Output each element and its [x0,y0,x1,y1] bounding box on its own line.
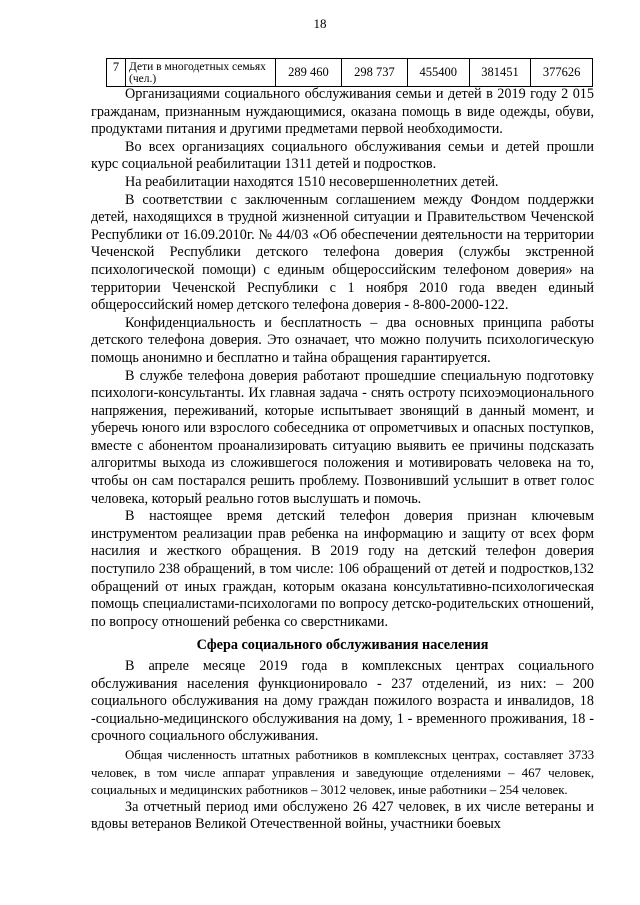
paragraph-hotline-calls: В настоящее время детский телефон доверия признан ключевым инструментом реализации прав ребенка на информацию и защиту от всех форм насилия и жесткого обращения. В 2019 году на детский телефон доверия поступило 238 обращений, в том числе: 106 обращений от детей и подростков,132 обращений от иных граждан, которым оказана консультативно-психологическая помощь специалистами-психологами по вопросу детско-родительских отношений, по вопросу отношений ребенка со сверстниками. [91,508,594,630]
row-value: 455400 [407,59,469,87]
document-body [91,86,594,834]
paragraph-centers-departments: В апреле месяце 2019 года в комплексных центрах социального обслуживания населения функционировало - 237 отделений, из них: – 200 социального обслуживания на дому граждан пожилого возраста и инвалидов, 18 -социально-медицинского обслуживания на дому, 1 - временного проживания, 18 - срочного социального обслуживания. [91,658,594,745]
row-index: 7 [107,59,126,87]
row-value: 377626 [531,59,593,87]
paragraph-consultants: В службе телефона доверия работают прошедшие специальную подготовку психологи-консультанты. Их главная задача - снять остроту психоэмоционального напряжения, переживаний, которые испытывает звонящий в данный момент, и уберечь юного или взрослого собеседника от опрометчивых и опасных поступков, вместе с абонентом проанализировать ситуацию выявить ее причины подсказать алгоритмы выхода из сложившегося положения и мотивировать человека на то, чтобы он сам постарался решить проблему. Позвонивший услышит в ответ голос человека, который реально готов выслушать и помочь. [91,367,594,507]
section-heading: Сфера социального обслуживания населения [196,637,489,654]
paragraph-rehabilitation-count: На реабилитации находятся 1510 несовершеннолетних детей. [125,173,499,190]
paragraph-confidentiality: Конфиденциальность и бесплатность – два основных принципа работы детского телефона доверия. Это означает, что можно получить психологическую помощь анонимно и бесплатно и тайна обращения гарантируется. [91,314,594,366]
paragraph-served-count: За отчетный период ими обслужено 26 427 человек, в их числе ветераны и вдовы ветеранов Великой Отечественной войны, участники боевых [91,798,594,833]
row-label: Дети в многодетных семьях (чел.) [126,59,276,87]
row-value: 298 737 [341,59,407,87]
table-row [107,59,593,87]
paragraph-rehabilitation-course: Во всех организациях социального обслуживания семьи и детей прошли курс социальной реабилитации 1311 детей и подростков. [91,138,594,173]
paragraph-social-aid: Организациями социального обслуживания семьи и детей в 2019 году 2 015 гражданам, признанным нуждающимися, оказана помощь в виде одежды, обуви, продуктами питания и другими предметами первой необходимости. [91,86,594,138]
row-value: 381451 [469,59,531,87]
page-number: 18 [313,16,327,31]
statistics-table-fragment [106,58,593,87]
row-value: 289 460 [276,59,342,87]
paragraph-staff-count: Общая численность штатных работников в комплексных центрах, составляет 3733 человек, в том числе аппарат управления и заведующие отделениями – 467 человек, социальных и медицинских работников – 3012 человек, иные работники – 254 человек. [91,746,594,798]
paragraph-agreement: В соответствии с заключенным соглашением между Фондом поддержки детей, находящихся в трудной жизненной ситуации и Правительством Чеченской Республики от 16.09.2010г. № 44/03 «Об обеспечении деятельности на территории Чеченской Республики детского телефона доверия (службы экстренной психологической помощи) с единым общероссийским телефоном доверия» на территории Чеченской Республики с 1 ноября 2010 года введен единый общероссийский номер детского телефона доверия - 8-800-2000-122. [91,191,594,314]
